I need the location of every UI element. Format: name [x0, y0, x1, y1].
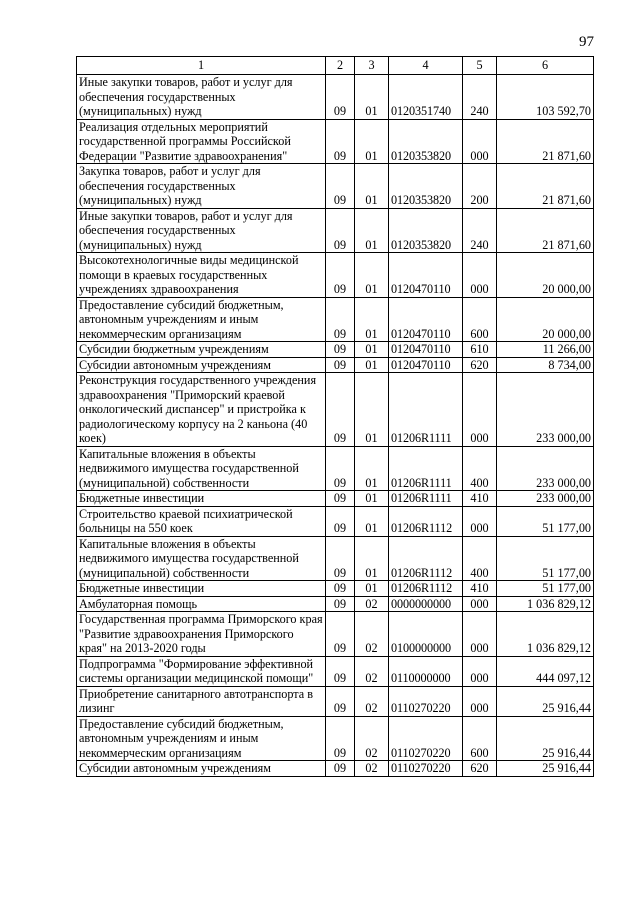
subsection-cell: 01 — [355, 373, 389, 447]
section-cell: 09 — [326, 297, 355, 342]
subsection-cell: 02 — [355, 656, 389, 686]
expense-type-cell: 000 — [463, 656, 497, 686]
target-article-cell: 01206R1111 — [389, 446, 463, 491]
target-article-cell: 0120351740 — [389, 75, 463, 120]
amount-cell: 233 000,00 — [497, 373, 594, 447]
expense-type-cell: 000 — [463, 119, 497, 164]
amount-cell: 1 036 829,12 — [497, 596, 594, 612]
target-article-cell: 0120470110 — [389, 342, 463, 358]
target-article-cell: 01206R1111 — [389, 491, 463, 507]
target-article-cell: 0120470110 — [389, 357, 463, 373]
subsection-cell: 01 — [355, 342, 389, 358]
row-name-cell: Предоставление субсидий бюджетным, автономным учреждениям и иным некоммерческим организациям — [77, 716, 326, 761]
row-name-cell: Закупка товаров, работ и услуг для обеспечения государственных (муниципальных) нужд — [77, 164, 326, 209]
amount-cell: 20 000,00 — [497, 253, 594, 298]
section-cell: 09 — [326, 716, 355, 761]
expense-type-cell: 000 — [463, 373, 497, 447]
row-name-cell: Бюджетные инвестиции — [77, 491, 326, 507]
row-name-cell: Реализация отдельных мероприятий государственной программы Российской Федерации "Развитие здравоохранения" — [77, 119, 326, 164]
amount-cell: 51 177,00 — [497, 506, 594, 536]
amount-cell: 11 266,00 — [497, 342, 594, 358]
table-row — [77, 119, 594, 164]
table-row — [77, 75, 594, 120]
section-cell: 09 — [326, 581, 355, 597]
amount-cell: 1 036 829,12 — [497, 612, 594, 657]
section-cell: 09 — [326, 686, 355, 716]
target-article-cell: 0120353820 — [389, 164, 463, 209]
expense-type-cell: 410 — [463, 581, 497, 597]
table-row — [77, 491, 594, 507]
table-row — [77, 164, 594, 209]
subsection-cell: 01 — [355, 119, 389, 164]
table-row — [77, 716, 594, 761]
row-name-cell: Подпрограмма "Формирование эффективной системы организации медицинской помощи" — [77, 656, 326, 686]
table-row — [77, 686, 594, 716]
subsection-cell: 01 — [355, 506, 389, 536]
section-cell: 09 — [326, 208, 355, 253]
section-cell: 09 — [326, 506, 355, 536]
target-article-cell: 0100000000 — [389, 612, 463, 657]
expense-type-cell: 410 — [463, 491, 497, 507]
amount-cell: 25 916,44 — [497, 686, 594, 716]
column-header: 5 — [463, 57, 497, 75]
subsection-cell: 01 — [355, 297, 389, 342]
amount-cell: 21 871,60 — [497, 208, 594, 253]
row-name-cell: Высокотехнологичные виды медицинской помощи в краевых государственных учреждениях здравоохранения — [77, 253, 326, 298]
table-row — [77, 536, 594, 581]
section-cell: 09 — [326, 536, 355, 581]
amount-cell: 8 734,00 — [497, 357, 594, 373]
row-name-cell: Бюджетные инвестиции — [77, 581, 326, 597]
expense-type-cell: 600 — [463, 297, 497, 342]
expense-type-cell: 000 — [463, 612, 497, 657]
column-header: 4 — [389, 57, 463, 75]
amount-cell: 103 592,70 — [497, 75, 594, 120]
subsection-cell: 01 — [355, 208, 389, 253]
target-article-cell: 0120353820 — [389, 119, 463, 164]
section-cell: 09 — [326, 119, 355, 164]
target-article-cell: 0120353820 — [389, 208, 463, 253]
amount-cell: 233 000,00 — [497, 446, 594, 491]
amount-cell: 25 916,44 — [497, 716, 594, 761]
subsection-cell: 02 — [355, 716, 389, 761]
row-name-cell: Иные закупки товаров, работ и услуг для обеспечения государственных (муниципальных) нужд — [77, 75, 326, 120]
target-article-cell: 0110270220 — [389, 686, 463, 716]
table-body — [77, 75, 594, 777]
target-article-cell: 01206R1111 — [389, 373, 463, 447]
target-article-cell: 01206R1112 — [389, 536, 463, 581]
table-row — [77, 446, 594, 491]
subsection-cell: 01 — [355, 253, 389, 298]
amount-cell: 21 871,60 — [497, 119, 594, 164]
expense-type-cell: 620 — [463, 357, 497, 373]
column-header: 2 — [326, 57, 355, 75]
column-header: 3 — [355, 57, 389, 75]
table-row — [77, 656, 594, 686]
expense-type-cell: 000 — [463, 596, 497, 612]
section-cell: 09 — [326, 596, 355, 612]
amount-cell: 21 871,60 — [497, 164, 594, 209]
amount-cell: 25 916,44 — [497, 761, 594, 777]
amount-cell: 51 177,00 — [497, 581, 594, 597]
subsection-cell: 01 — [355, 581, 389, 597]
row-name-cell: Приобретение санитарного автотранспорта в лизинг — [77, 686, 326, 716]
expense-type-cell: 400 — [463, 536, 497, 581]
row-name-cell: Субсидии автономным учреждениям — [77, 761, 326, 777]
amount-cell: 444 097,12 — [497, 656, 594, 686]
expense-type-cell: 400 — [463, 446, 497, 491]
section-cell: 09 — [326, 342, 355, 358]
subsection-cell: 01 — [355, 357, 389, 373]
section-cell: 09 — [326, 446, 355, 491]
amount-cell: 233 000,00 — [497, 491, 594, 507]
table-row — [77, 761, 594, 777]
target-article-cell: 0120470110 — [389, 253, 463, 298]
expense-type-cell: 610 — [463, 342, 497, 358]
column-header: 6 — [497, 57, 594, 75]
column-header: 1 — [77, 57, 326, 75]
subsection-cell: 02 — [355, 612, 389, 657]
target-article-cell: 01206R1112 — [389, 506, 463, 536]
table-row — [77, 357, 594, 373]
expense-type-cell: 000 — [463, 253, 497, 298]
expense-type-cell: 000 — [463, 686, 497, 716]
subsection-cell: 01 — [355, 75, 389, 120]
subsection-cell: 01 — [355, 491, 389, 507]
amount-cell: 51 177,00 — [497, 536, 594, 581]
row-name-cell: Капитальные вложения в объекты недвижимого имущества государственной (муниципальной) собственности — [77, 446, 326, 491]
expense-type-cell: 200 — [463, 164, 497, 209]
target-article-cell: 01206R1112 — [389, 581, 463, 597]
row-name-cell: Субсидии автономным учреждениям — [77, 357, 326, 373]
section-cell: 09 — [326, 75, 355, 120]
table-row — [77, 373, 594, 447]
row-name-cell: Субсидии бюджетным учреждениям — [77, 342, 326, 358]
subsection-cell: 01 — [355, 446, 389, 491]
row-name-cell: Строительство краевой психиатрической больницы на 550 коек — [77, 506, 326, 536]
table-row — [77, 253, 594, 298]
section-cell: 09 — [326, 491, 355, 507]
section-cell: 09 — [326, 253, 355, 298]
amount-cell: 20 000,00 — [497, 297, 594, 342]
row-name-cell: Реконструкция государственного учреждения здравоохранения "Приморский краевой онкологический диспансер" и пристройка к радиологическому корпусу на 2 каньона (40 коек) — [77, 373, 326, 447]
target-article-cell: 0000000000 — [389, 596, 463, 612]
expense-type-cell: 000 — [463, 506, 497, 536]
table-row — [77, 342, 594, 358]
table-row — [77, 596, 594, 612]
table-row — [77, 612, 594, 657]
table-row — [77, 506, 594, 536]
page-number: 97 — [579, 34, 594, 50]
table-row — [77, 208, 594, 253]
section-cell: 09 — [326, 612, 355, 657]
row-name-cell: Амбулаторная помощь — [77, 596, 326, 612]
expense-type-cell: 240 — [463, 208, 497, 253]
subsection-cell: 01 — [355, 164, 389, 209]
subsection-cell: 01 — [355, 536, 389, 581]
subsection-cell: 02 — [355, 761, 389, 777]
section-cell: 09 — [326, 164, 355, 209]
section-cell: 09 — [326, 373, 355, 447]
row-name-cell: Предоставление субсидий бюджетным, автономным учреждениям и иным некоммерческим организациям — [77, 297, 326, 342]
table-row — [77, 297, 594, 342]
table-header-row — [77, 57, 594, 75]
expense-type-cell: 240 — [463, 75, 497, 120]
row-name-cell: Капитальные вложения в объекты недвижимого имущества государственной (муниципальной) собственности — [77, 536, 326, 581]
target-article-cell: 0110270220 — [389, 716, 463, 761]
row-name-cell: Государственная программа Приморского края "Развитие здравоохранения Приморского края" на 2013-2020 годы — [77, 612, 326, 657]
budget-table — [76, 56, 594, 777]
section-cell: 09 — [326, 357, 355, 373]
subsection-cell: 02 — [355, 596, 389, 612]
target-article-cell: 0110270220 — [389, 761, 463, 777]
target-article-cell: 0110000000 — [389, 656, 463, 686]
table-row — [77, 581, 594, 597]
expense-type-cell: 620 — [463, 761, 497, 777]
row-name-cell: Иные закупки товаров, работ и услуг для обеспечения государственных (муниципальных) нужд — [77, 208, 326, 253]
target-article-cell: 0120470110 — [389, 297, 463, 342]
section-cell: 09 — [326, 656, 355, 686]
expense-type-cell: 600 — [463, 716, 497, 761]
subsection-cell: 02 — [355, 686, 389, 716]
section-cell: 09 — [326, 761, 355, 777]
